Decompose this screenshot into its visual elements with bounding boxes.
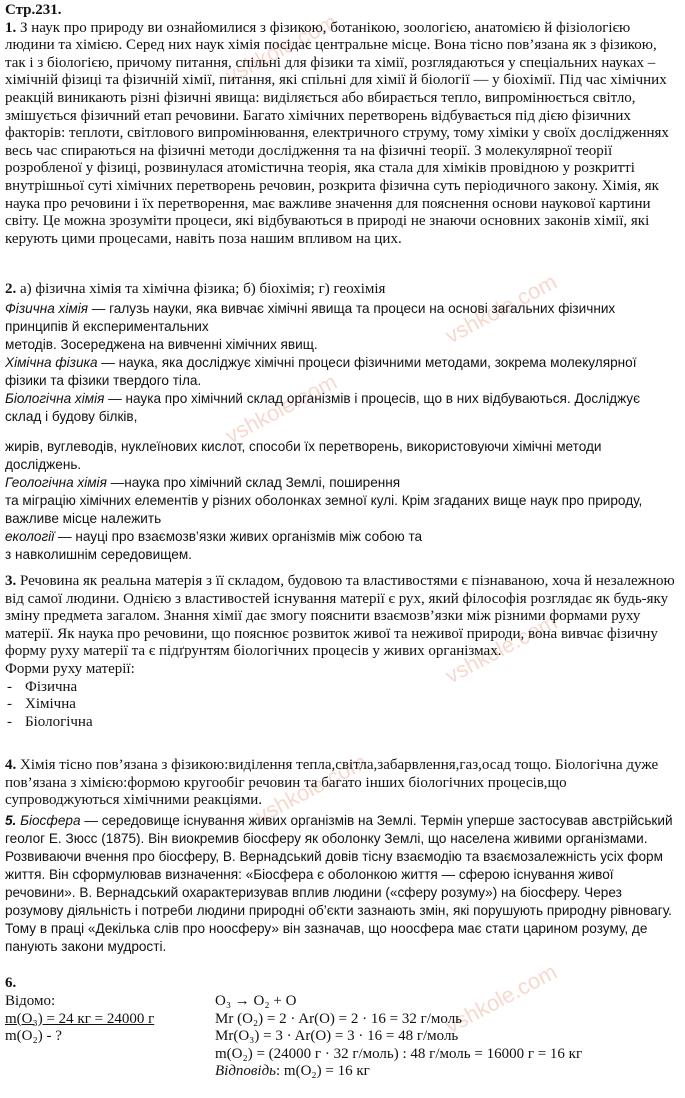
q2-item-chemical-physics: Хімічна фізика — наука, яка досліджує хімічні процеси фізичними методами, зокрема молекулярної фізики та фізики твердого тіла. xyxy=(5,354,637,388)
q6-find-mass-o2: m(O₂) - ? xyxy=(5,1028,62,1044)
watermark: vshkole.com xyxy=(221,8,341,89)
q2-item-geochemistry: Геологічна хімія —наука про хімічний склад Землі, поширення xyxy=(5,474,401,490)
q3-number: 3. xyxy=(5,573,17,589)
q3-form-item: - Хімічна xyxy=(5,696,677,714)
section-q6-number: 6. xyxy=(5,975,17,991)
q6-step: O₃ → O₂ + O xyxy=(215,993,297,1009)
q4-number: 4. xyxy=(5,757,17,773)
q2-number: 2. xyxy=(5,281,17,297)
watermark: vshkole.com xyxy=(221,368,341,449)
q6-step: Mr (O₂) = 2 · Ar(O) = 2 · 16 = 32 г/моль xyxy=(215,1010,463,1027)
q5-paragraph: 5. Біосфера — середовище існування живих організмів на Землі. Термін уперше застосував австрійський геолог Е. Зюсс (1875). Він виокремив біосферу як оболонку Землі, що населена живими організмами. Розвиваючи вчення про біосферу, В. Вернадський довів тісну взаємодію та взаємозалежність усіх форм життя. Він сформулював визначення: «Біосфера є оболонкою життя — сферою існування живої речовини». В. Вернадський охарактеризував вплив людини («сферу розуму») на біосферу. Через розумову діяльність і потреби людини природні об’єкти зазнають змін, які порушують природну рівновагу. Тому в праці «Декілька слів про ноосферу» він зазначав, що ноосфера має стати царином розуму, де панують закони мудрості. xyxy=(5,813,673,954)
q2-item-physical-chemistry-cont: методів. Зосереджена на вивченні хімічних явищ. xyxy=(5,336,318,352)
watermark: vshkole.com xyxy=(251,748,371,829)
q6-solution xyxy=(5,993,680,1097)
q5-number: 5. xyxy=(5,813,17,828)
q2-item-ecology-cont: з навколишнім середовищем. xyxy=(5,546,192,562)
q2-item-ecology: екології — науці про взаємозв’язки живих організмів між собою та xyxy=(5,528,423,544)
q6-given-mass-o3: m(O₃) = 24 кг = 24000 г xyxy=(5,1010,155,1027)
q3-form-item: - Біологічна xyxy=(5,714,677,732)
watermark: vshkole.com xyxy=(441,958,561,1039)
q4-paragraph: 4. Хімія тісно пов’язана з фізикою:виділення тепла,світла,забарвлення,газ,осад тощо. Біологічна дуже пов’язана з хімією:формою кругообіг речовин та багато інших біологічних процесів,що супроводжуються хімічними реакціями. xyxy=(5,757,659,809)
q3-forms-label: Форми руху матерії: xyxy=(5,660,135,677)
q2-item-geochemistry-cont: та міграцію хімічних елементів у різних оболонках земної кулі. Крім згаданих вище наук про природу, важливе місце належить xyxy=(5,492,643,526)
watermark: vshkole.com xyxy=(441,268,561,349)
q6-step: Mr(O₃) = 3 · Ar(O) = 3 · 16 = 48 г/моль xyxy=(215,1028,459,1044)
q6-given xyxy=(5,993,195,1046)
q2-item-biochemistry: Біологічна хімія — наука про хімічний склад організмів і процесів, що в них відбуваються. Досліджує склад і будову білків, xyxy=(5,390,641,424)
q2-item-biochemistry-cont: жирів, вуглеводів, нуклеїнових кислот, способи їх перетворень, використовуючи хімічні методи досліджень. xyxy=(5,438,602,472)
q3-form-item: - Фізична xyxy=(5,679,677,697)
q1-number: 1. xyxy=(5,19,17,36)
q1-text: З наук про природу ви ознайомилися з фізикою, ботанікою, зоологією, анатомією й фізіологією людини та хімією. Серед них наук хімія посідає центральне місце. Вона тісно пов’язана як з фізикою, так і з біологією, причому питання, спільні для фізики та хімії, розглядаються у спеціальних науках – хімічній фізиці та фізичній хімії, питання, які спільні для хімії й біології — у біохімії. Під час хімічних реакцій виникають різні фізичні явища: виділяється або вбирається тепло, випромінюється світло, змішується фізичний етап речовини. Багато хімічних перетворень відбувається під дією фізичних факторів: теплоти, світлового випромінювання, електричного струму, тому хіміки у своїх дослідженнях весь час спираються на фізичні методи дослідження та на фізичні теорії. З молекулярної теорії розробленої у фізиці, розвинулася атомістична теорія, яка стала для хіміків провідною у розкритті внутрішньої суті хімічних перетворень речовин, розкрита фізична суть періодичного закону. Хімія, як наука про речовини і їх перетворення, має важливе значення для пояснення основи наукової картини світу. Це можна зрозуміти процеси, які відбуваються в природі не знаючи основних законів хімії, які керують цими процесами, навіть поза нашим впливом на цих. xyxy=(5,19,669,247)
section-q5 xyxy=(5,812,677,956)
watermark: vshkole.com xyxy=(441,608,561,689)
q6-answer: Відповідь: m(O₂) = 16 кг xyxy=(215,1063,370,1079)
section-q3 xyxy=(5,573,677,731)
q1-paragraph xyxy=(5,20,677,249)
q3-paragraph: 3. Речовина як реальна матерія з її складом, будовою та властивостями є пізнаваною, хоча й незалежною від самої людини. Однією з властивостей існування матерії є рух, який філософія розглядає як будь-яку зміну предмета загалом. Знання хімії дає змогу пояснити взаємозв’язки між різними формами руху матерії. Як наука про речовини, що пояснює розвиток живої та неживої природи, вона вивчає фізичну форму руху матерії та є підґрунтям біологічних процесів у живих організмах. xyxy=(5,573,675,660)
page-header: Стр.231. xyxy=(5,2,62,18)
q6-steps xyxy=(215,993,675,1081)
section-q2 xyxy=(5,281,677,564)
q6-given-label: Відомо: xyxy=(5,993,56,1009)
section-q1 xyxy=(5,2,677,248)
q2-intro: 2. а) фізична хімія та хімічна фізика; б) біохімія; г) геохімія xyxy=(5,281,386,297)
q6-step: m(O₂) = (24000 г · 32 г/моль) : 48 г/моль = 16000 г = 16 кг xyxy=(215,1045,583,1062)
q2-item-physical-chemistry: Фізична хімія — галузь науки, яка вивчає хімічні явища та процеси на основі загальних фізичних принципів й експериментальних xyxy=(5,300,616,334)
section-q4 xyxy=(5,757,677,810)
